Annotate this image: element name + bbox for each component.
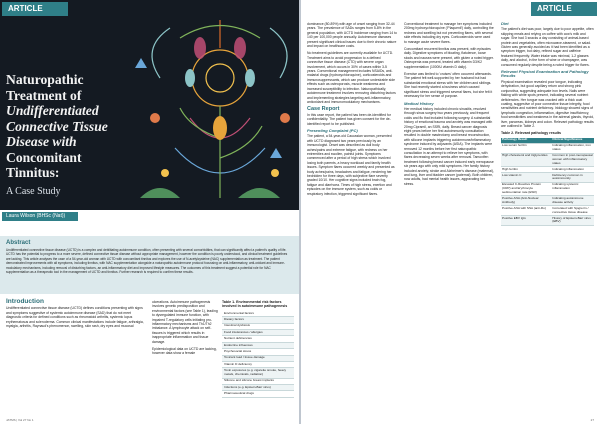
footer-page-number: 27 [590,418,594,422]
table-header: Pathology Result [501,138,551,143]
table-cell: Psychosocial stress [222,349,294,355]
title-line: Undifferentiated [6,103,99,118]
article-title [6,72,156,181]
table-cell: High ferritin [501,167,551,173]
body-column-2 [307,22,397,199]
body-paragraph: The patient's diet was poor, largely due to poor appetite, often skipping meals and relying on coffee with cow's milk and sugar. She had 3 snacks a day consisting of animal-based protein and vegetables, often microwave-steamed, or salad. Gluten was generally avoided as it had been identified as a symptom trigger, but dairy, refined sugar and caffeine featured frequently. Water intake was minimal, 1-2 glasses daily, and alcohol, in the form of wine or champagne, was consumed regularly despite being a noted trigger for flares. [501,27,594,67]
hero-banner [0,0,299,210]
intro-paragraph: ulcerations. Autoimmune pathogenesis involves genetic predisposition and environmental factors (see Table 1), leading to dysregulated immune function, with impaired T-regulatory cells initiating pro-inflammatory mechanisms and Th1/Th2 imbalance. A lymphocyte attack on self-tissues is triggered which results in inappropriate inflammation and tissue damage. [152,300,218,344]
body-paragraph: In this case report, the patient has been de-identified for confidentiality. The patient has given consent for the de-identified report to be published. [307,112,391,126]
intro-column-1 [6,300,146,331]
body-column-3 [404,22,494,189]
case-report-heading: Case Report [307,106,340,113]
table-cell: Common in post-menopausal women with inflammatory states [552,153,593,165]
table-cell: Pharmaceutical drugs [222,391,294,397]
table-cell: Toxicant load / tissue damage [222,355,294,361]
abstract-text: Undifferentiated connective tissue disease (UCTD) is a complex and debilitating autoimmune condition, often presenting with several comorbidities, that can significantly affect a patient's quality of life. UCTD has the potential to progress to a more severe, defined connective tissue disease without appropriate management, however the condition is poorly understood, and clinical treatment guidelines are lacking. This article analyses the case of a 54-year-old woman with UCTD with concomitant tinnitus and explores the use of N-acetylcysteine (NAC) supplementation as treatment. The patient demonstrated improvements with all symptoms, including tinnitus, with NAC supplementation alongside a naturopathic autoimmune protocol focussing on anti-inflammatory, anti-oxidant and immune-modulatory mechanisms, including removal of disturbing factors, an anti-inflammatory diet and improved lifestyle measures. The outcomes of this treatment suggest a potential role for NAC supplementation as a therapeutic tool in the management of UCTD and tinnitus. Further research is required to confirm these results. [6,248,288,275]
table-cell: Toxin exposures (e.g. cigarette smoke, heavy metals, chemicals, radiation) [222,368,294,378]
table-cell: History of Epstein-Barr virus (EBV) [551,216,594,226]
table-cell: Low serum ferritin [501,143,551,153]
table-cell: Indicating inflammation, iron status [551,143,594,153]
table-cell: Food intolerances / allergies [222,329,294,335]
table-cell: Positive ANA with SSA (anti-Ro) [501,206,551,216]
table-cell: Indicating inflammation [551,167,594,173]
table-cell: Positive EBV IgG [501,216,551,226]
title-line: Connective Tissue [6,118,108,134]
article-subtitle: A Case Study [6,186,61,197]
title-line: Concomitant [6,149,82,165]
physical-exam-heading: Relevant Physical Examination and Pathology Results [501,69,589,79]
intro-paragraph: Epidemiological data on UCTD are lacking, however data show a female [152,347,217,356]
title-line: Disease with [6,134,77,149]
table-cell: Silicone and silicone breast implants [222,378,294,384]
table-cell: Elevated C-Reactive Protein (CRP) and Erythrocyte sedimentation rate (ESR) [501,182,551,196]
title-line: Tinnitus: [6,165,60,180]
diet-heading: Diet [501,21,509,26]
table-cell: Indicating systemic inflammation [551,182,594,196]
abstract-heading: Abstract [6,240,31,246]
table-cell: Vitamin D deficiency [222,361,294,367]
table-1 [222,300,294,398]
table-cell: Endocrine influences [222,342,294,348]
body-paragraph: No treatment guidelines are currently available for UCTD. Treatment aims to avoid progression to a defined connective tissue disease (CTD) with severe organ involvement, which occurs in 30% of cases within 3-5 years. Conventional management includes NSAIDs, anti-malarial drugs (hydroxychloroquine), corticosteroids and immunosuppressants, which can produce undesirable side effects such as osteoporosis, muscle weakness and increased susceptibility to infection. Naturopathically, autoimmune treatment involves removing disturbing factors and implementing strategies targeting anti-inflammatory, antioxidant and immunomodulatory mechanisms. [307,51,396,104]
table-cell: Nutrient deficiencies [222,336,294,342]
body-paragraph: Her medical history included chronic sinusitis, resolved through sinus surgery two years previously, and frequent colds and flu that included following surgery. A substantial history of emotional trauma and anxiety was managed with 20mg Cipramil, an SSRI, daily. Breast cancer diagnosis eight years before her first autoimmunity consultation resulted in double mastectomy and breast reconstruction, with silicone implants triggering autoimmune/inflammatory syndrome induced by adjuvants (ASIA). The implants were removed 12 months before her first naturopathic consultation in an attempt to relieve her symptoms, with flares decreasing seven weeks after removal. Tamoxifen treatment following breast cancer induced early menopause six years ago with only mild symptoms. Her family history included anxiety, stroke and Alzheimer's disease (maternal), and lung, liver and bladder cancer (paternal). Both children, now adults, had mental health issues, aggravating her stress. [404,106,494,186]
table-cell: High cholesterol and triglycerides [501,153,551,167]
introduction-heading: Introduction [6,298,44,305]
table-2-caption: Table 2. Relevant pathology results [501,131,562,136]
body-paragraph: dominance (80-89%) with age of onset ranging from 32-44 years. The prevalence of SADs ranges from 5-8% in the general population, with UCTD incidence ranging from 14 to 140 per 100,000 people annually. Autoimmune diseases present significant clinical issues due to their chronic nature and impact on healthcare costs. [307,22,397,49]
table-cell: Low vitamin C [501,173,551,183]
body-column-4 [501,22,594,226]
table-cell: Indicating autoimmune disease activity [551,196,594,206]
left-page [0,0,299,424]
title-line: Treatment of [6,87,82,103]
intro-paragraph: Undifferentiated connective tissue disease (UCTD) defines conditions presenting with signs and symptoms suggestive of systemic autoimmune disease (SAD) that do not meet diagnostic criteria for defined conditions such as rheumatoid arthritis, systemic lupus erythematosus and scleroderma. Common clinical manifestations include fatigue, arthralgia, myalgia, arthritis, Raynaud's phenomenon, swelling, skin rash, dry eyes and mucosal [6,306,144,329]
footer-journal: JATMS | Vol 27 No 1 [6,418,34,422]
title-line: Naturopathic [6,72,84,87]
body-paragraph: Exercise was limited to 'cruises' often occurred afterwards. The patient felt well-supported by her husband but had substantial emotional stress with her children and siblings. She had recently started a business which caused significant stress and triggered several flares, but she felt it necessary for her sense of purpose. [404,72,493,99]
table-header: Clinical Significance [551,138,594,143]
right-page [301,0,600,424]
table-1-grid [222,311,294,398]
table-cell: Infections (e.g. Epstein-Barr virus) [222,384,294,390]
body-paragraph: Conventional treatment to manage her symptoms included 200mg hydroxychloroquine ('Plaquenil') daily, controlling the redness and swelling but not preventing flares, with several side effects including dry eyes. Corticosteroids were used to manage acute severe flares. [404,22,494,44]
table-cell: Correlated with Sjogren's / connective tissue disease [551,206,594,216]
table-cell: Dietary factors [222,317,294,323]
intro-column-2 [152,300,218,359]
table-2-grid [501,138,594,226]
abstract-box [0,236,299,294]
table-cell: Positive ANA (Anti-Nuclear Antibody) [501,196,551,206]
body-paragraph: Physical examination revealed poor tongue, indicating dehydration, but good capillary return and strong pink conjunctiva, suggesting adequate iron levels. Nails were flaking with white spots present, indicating several nutrient deficiencies. Her tongue was cracked with a thick coat coating, suggestive of poor connective tissue integrity, food sensitivities and nutrient deficiency. Iridology showed signs of lymphatic congestion, inflammation, digestive insufficiency, food sensitivities and weakness in the adrenal glands, thyroid, liver, pancreas, kidneys and colon. Relevant pathology results are outlined in Table 2. [501,79,594,128]
article-tag: ARTICLE [2,2,68,16]
medical-history-heading: Medical History [404,100,434,106]
presenting-complaint-heading: Presenting Complaint (PC) [307,127,358,133]
body-paragraph: Concomitant recurrent tinnitus was present, with episodes daily. Digestive symptoms of bloating, flatulence, loose stools and nausea were present, with gluten a noted trigger. Osteopenia was present, treated with vitamin D3/K2 supplementation (1000IU vitamin D daily). [404,47,494,69]
table-cell: Environmental factors [222,311,294,317]
table-cell: Intestinal dysbiosis [222,323,294,329]
table-cell: Deficiency common in autoimmunity [551,173,594,183]
author-badge: Laura Wilson (BHSc (Nat)) [2,212,78,221]
article-tag-right: ARTICLE [531,2,597,16]
body-paragraph: The patient, a 54-year-old Caucasian woman, presented with UCTD diagnosed two years previously by an immunologist. Onset was described as dull body aches/pains and extreme fatigue, with redness on her extremities and swollen, painful joints. Symptoms commenced after a period of high stress which involved losing both parents, a heavy workload and family health issues. Symptom flares occurred weekly and presented as body aches/pains, headaches and fatigue, rendering her bedridden for three days, with subjective flare severity graded 10/10. Her cognitive signs included brain fog, fatigue and diarrhoea. Times of high stress, exertion and episodes on the immune system, such as colds or respiratory infection, triggered significant flares. [307,134,395,196]
table-1-caption: Table 1. Environmental risk factors involved in autoimmune pathogenesis [222,300,288,309]
